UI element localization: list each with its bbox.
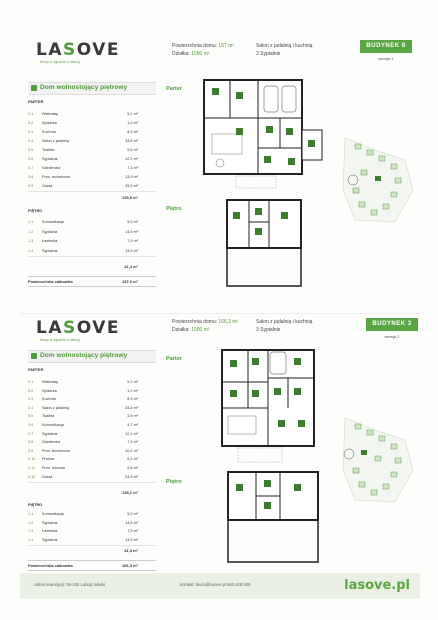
room-area: 4,7 m² [127, 423, 138, 427]
room-name: Komunikacja [42, 512, 64, 516]
house-info: Powierzchnia domu: 157 m² Działka: 1000 m² [172, 43, 234, 57]
room-number: 1.4 [28, 537, 34, 542]
room-area: 3,9 m² [127, 414, 138, 419]
room-row [28, 466, 156, 473]
tagline: domy w zgodzie z naturą [40, 60, 80, 64]
room-name: Komunikacja [42, 220, 64, 224]
room-name: Łazienka [42, 529, 58, 533]
label-upper-floor: Piętro [166, 206, 182, 212]
room-name: Sypialnia [42, 229, 58, 234]
room-number: 0.3 [28, 397, 34, 402]
room-number: 1.1 [28, 512, 34, 516]
section-upper: PIĘTRO [28, 503, 43, 507]
room-name: Kuchnia [42, 130, 56, 134]
room-name: Sypialnia [42, 248, 58, 253]
room-number: 1.3 [28, 239, 34, 243]
room-area: 14,6 m² [125, 520, 138, 525]
section-ground: PARTER [28, 368, 44, 372]
room-area: 5,1 m² [127, 457, 138, 462]
room-row [28, 249, 156, 257]
room-row [28, 475, 156, 483]
room-name: Kuchnia [42, 397, 56, 402]
label-upper-floor: Piętro [166, 479, 182, 485]
room-number: 0.6 [28, 423, 34, 427]
room-row [28, 220, 156, 227]
house-icon [31, 85, 37, 91]
room-area: 7,3 m² [127, 440, 138, 445]
total-area: Powierzchnia całkowita 166,3 m² [28, 560, 156, 571]
room-area: 8,3 m² [127, 130, 138, 134]
room-area: 5,6 m² [127, 148, 138, 152]
logo: LASOVE [36, 40, 121, 60]
room-name: Wiatrołap [42, 112, 59, 116]
room-area: 24,3 m² [125, 474, 138, 479]
room-row [28, 397, 156, 404]
room-area: 13,9 m² [125, 537, 138, 542]
ground-floor-plan [208, 348, 328, 466]
room-area: 5,1 m² [127, 112, 138, 116]
room-list: Dom wolnostojący piętrowy PARTER 0.1 Wiatrołap 5,1 m² 0.2 Spiżarka 1,0 m² 0.3 Kuchnia 8,3 m² 0.4 Salon z jadalnią 33,8 m² 0.5 Toaleta 5,6 m² 0.6 Sypialnia 12,1 m² 0.7 Garderoba 7,3 m² 0.8 Pom. techniczne 13,9 m² 0.9 Garaż 39,3 m² 125,8 m² PIĘTRO 1.1 Komunikacja 5,0 m² 1.2 Sypialnia 14,6 m² 1.3 Łazienka 7,9 m² 1.4 Sypialnia 13,9 m² 41,3 m² Powierzchnia całkowita 157,0 m² [28, 82, 156, 292]
room-area: 5,0 m² [127, 512, 138, 516]
room-name: Pom. techniczne [42, 448, 71, 453]
room-name: Sypialnia [42, 431, 58, 436]
footer-contact: kontakt: biuro@lasove.pl 660 628 909 [180, 582, 251, 587]
room-name: Pom. techniczne [42, 175, 71, 179]
room-row [28, 139, 156, 146]
room-name: Toaleta [42, 148, 55, 152]
room-row [28, 175, 156, 182]
room-row [28, 440, 156, 447]
room-number: 0.6 [28, 157, 34, 161]
house-type-title: Dom wolnostojący piętrowy [28, 82, 156, 95]
room-name: Łazienka [42, 239, 58, 243]
room-row [28, 230, 156, 237]
room-area: 13,9 m² [125, 175, 138, 179]
room-area: 33,8 m² [125, 405, 138, 410]
room-name: Garaż [42, 474, 53, 479]
room-area: 1,0 m² [127, 121, 138, 125]
footer-address: Adres inwestycji: 58-100 Lubiąż Wielki [34, 582, 106, 587]
room-number: 0.7 [28, 431, 34, 436]
room-row [28, 166, 156, 173]
room-name: Garderoba [42, 440, 61, 445]
room-name: Garaż [42, 184, 53, 188]
room-row [28, 389, 156, 396]
room-name: Sypialnia [42, 157, 58, 161]
room-area: 7,9 m² [127, 239, 138, 243]
tagline: domy w zgodzie z naturą [40, 338, 80, 342]
logo: LASOVE [36, 318, 121, 338]
variant-label: wersja 1 [378, 56, 394, 61]
room-area: 5,1 m² [127, 380, 138, 384]
room-area: 7,9 m² [127, 529, 138, 533]
room-name: Pralnia [42, 457, 54, 462]
room-area: 1,0 m² [127, 388, 138, 393]
house-info: Powierzchnia domu: 166,3 m² Działka: 1000 m² [172, 319, 239, 333]
room-name: Garderoba [42, 166, 61, 170]
room-name: Komunikacja [42, 423, 64, 427]
room-area: 8,3 m² [127, 397, 138, 402]
room-row [28, 538, 156, 546]
room-name: Pom. biurowe [42, 466, 66, 470]
house-type-title: Dom wolnostojący piętrowy [28, 350, 156, 363]
room-number: 1.3 [28, 529, 34, 533]
room-row [28, 449, 156, 456]
room-number: 0.1 [28, 380, 34, 384]
room-number: 0.5 [28, 148, 34, 152]
room-area: 13,9 m² [125, 248, 138, 253]
room-row [28, 239, 156, 246]
room-number: 1.1 [28, 220, 34, 224]
house-features: Salon z jadalnią i kuchnią 3 Sypialnie [256, 319, 313, 333]
total-area: Powierzchnia całkowita 157,0 m² [28, 276, 156, 287]
site-map [335, 410, 420, 510]
sheet-divider [20, 313, 420, 314]
room-area: 7,3 m² [127, 166, 138, 170]
room-number: 0.9 [28, 184, 34, 188]
room-name: Toaleta [42, 414, 55, 419]
room-number: 1.2 [28, 229, 34, 234]
room-name: Sypialnia [42, 537, 58, 542]
footer [20, 573, 420, 599]
website-link[interactable]: lasove.pl [344, 578, 410, 593]
house-features: Salon z jadalnią i kuchnią 3 Sypialnie [256, 43, 313, 57]
label-ground-floor: Parter [166, 86, 182, 92]
room-number: 0.11 [28, 466, 36, 470]
building-badge: BUDYNEK 3 [366, 318, 418, 331]
room-number: 0.3 [28, 130, 34, 134]
building-badge: BUDYNEK 8 [360, 40, 412, 53]
room-row [28, 148, 156, 155]
room-area: 14,6 m² [125, 229, 138, 234]
room-name: Spiżarka [42, 121, 57, 125]
room-area: 10,4 m² [125, 448, 138, 453]
room-row [28, 423, 156, 430]
upper-floor-plan [226, 470, 322, 566]
room-number: 0.5 [28, 414, 34, 419]
room-area: 39,3 m² [125, 184, 138, 188]
room-area: 33,8 m² [125, 139, 138, 143]
room-name: Wiatrołap [42, 380, 59, 384]
ground-floor-plan [200, 78, 325, 190]
room-area: 12,1 m² [125, 157, 138, 161]
room-row [28, 184, 156, 192]
room-name: Salon z jadalnią [42, 139, 69, 143]
room-row [28, 121, 156, 128]
room-list: Dom wolnostojący piętrowy PARTER 0.1 Wiatrołap 5,1 m² 0.2 Spiżarka 1,0 m² 0.3 Kuchnia 8,3 m² 0.4 Salon z jadalnią 33,8 m² 0.5 Toaleta 3,9 m² 0.6 Komunikacja 4,7 m² 0.7 Sypialnia 12,1 m² 0.8 Garderoba 7,3 m² 0.9 Pom. techniczne 10,4 m² 0.10 Pralnia 5,1 m² 0.11 Pom. biurowe 9,8 m² 0.12 Garaż 24,3 m² 125,1 m² PIĘTRO 1.1 Komunikacja 5,0 m² 1.2 Sypialnia 14,6 m² 1.3 Łazienka 7,9 m² 1.4 Sypialnia 13,9 m² 41,3 m² Powierzchnia całkowita 166,3 m² [28, 350, 156, 572]
room-number: 0.2 [28, 121, 34, 125]
house-icon [31, 353, 37, 359]
room-number: 0.7 [28, 166, 34, 170]
room-row [28, 457, 156, 464]
room-row [28, 432, 156, 439]
room-name: Sypialnia [42, 520, 58, 525]
section-ground: PARTER [28, 100, 44, 104]
room-row [28, 112, 156, 119]
room-number: 0.10 [28, 457, 36, 462]
room-area: 12,1 m² [125, 431, 138, 436]
label-ground-floor: Parter [166, 356, 182, 362]
section-upper: PIĘTRO [28, 209, 43, 213]
room-row [28, 521, 156, 528]
room-number: 0.9 [28, 448, 34, 453]
room-area: 5,0 m² [127, 220, 138, 224]
room-row [28, 529, 156, 536]
room-row [28, 512, 156, 519]
room-row [28, 414, 156, 421]
room-row [28, 130, 156, 137]
room-number: 0.8 [28, 175, 34, 179]
room-number: 0.12 [28, 474, 36, 479]
room-row [28, 406, 156, 413]
room-number: 1.4 [28, 248, 34, 253]
room-row [28, 380, 156, 387]
room-number: 0.4 [28, 139, 34, 143]
room-name: Salon z jadalnią [42, 405, 69, 410]
site-map [335, 130, 420, 230]
room-number: 0.8 [28, 440, 34, 445]
room-number: 1.2 [28, 520, 34, 525]
room-number: 0.1 [28, 112, 34, 116]
variant-label: wersja 2 [384, 334, 400, 339]
room-number: 0.4 [28, 405, 34, 410]
upper-floor-plan [225, 198, 305, 290]
room-name: Spiżarka [42, 388, 57, 393]
room-area: 9,8 m² [127, 466, 138, 470]
room-row [28, 157, 156, 164]
room-number: 0.2 [28, 388, 34, 393]
